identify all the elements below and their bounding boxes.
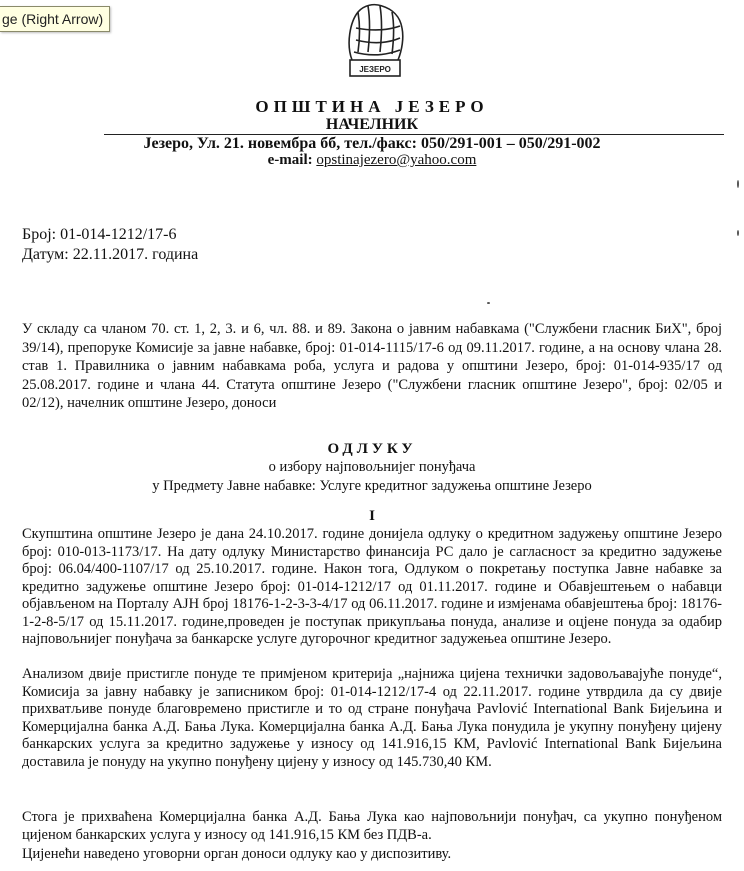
section-paragraph-1: Скупштина општине Језеро је дана 24.10.2017. године донијела одлуку о кредитном задужењу општине Језеро број: 010-013-1173/17. На дату одлуку Министарство финансија РС дало је сагласност за кредитно задужење број: 06.04/400-1107/17 од 25.10.2017. године. Након тога, Одлуком о покретању поступка Јавне набавке за кредитно задужење општине Језеро број: 01-014-1212/17 од 01.11.2017. године и Обавјештењем о набавци објављеном на Порталу АЈН број 18176-1-2-3-3-4/17 од 06.11.2017. године и измјенама обавјештења број: 18176-1-2-8-5/17 од 15.11.2017. године,проведен је поступак прикупљања понуда, анализе и оцјене понуда за одабир најповољнијег понуђача за банкарске услуге дугорочног кредитног задужењеа општине Језеро. xyxy=(22,526,722,647)
seal-text: ЈЕЗЕРО xyxy=(359,65,391,74)
municipality-seal xyxy=(338,0,412,92)
scan-speck xyxy=(737,230,739,236)
office-name: НАЧЕЛНИК xyxy=(325,116,419,133)
intro-paragraph: У складу са чланом 70. ст. 1, 2, 3. и 6, чл. 88. и 89. Закона о јавним набавкама ("Службени гласник БиХ", број 39/14), препоруке Комисије за јавне набавке, број: 01-014-1115/17-6 од 09.11.2017. године, а на основу члана 28. став 1. Правилника о јавним набавкама роба, услуга и радова у општини Језеро, број: 01-014-935/17 од 25.08.2017. године и члана 44. Статута општине Језеро ("Службени гласник општине Језеро", број: 02/05 и 02/12), начелник општине Језеро, доноси xyxy=(22,321,722,411)
decision-subject: у Предмету Јавне набавке: Услуге кредитног задужења општине Језеро xyxy=(152,478,592,494)
section-number: I xyxy=(369,508,375,524)
email-link[interactable]: opstinajezero@yahoo.com xyxy=(316,152,477,168)
section-paragraph-2: Анализом двије пристигле понуде те примјеном критерија „најнижа цијена технички задовољавајуће понуде“, Комисија за јавну набавку је записником број: 01-014-1212/17-4 од 22.11.2017. године утврдила да су двије прихватљиве понуде благовремено пристигле и то од стране понуђача Pavlović International Bank Бијељина и Комерцијална банка А.Д. Бања Лука. Комерцијална банка А.Д. Бања Лука понудила је укупну понуђену цијену банкарских услуга за кредитно задужење у износу од 141.916,15 КМ, Pavlović International Bank Бијељина доставила је понуду на укупно понуђену цијену у износу од 145.730,40 КМ. xyxy=(22,666,722,770)
document-number: Број: 01-014-1212/17-6 xyxy=(22,226,177,243)
section-paragraph-4: Цијенећи наведено уговорни орган доноси одлуку као у диспозитиву. xyxy=(22,846,452,862)
municipality-name: ОПШТИНА ЈЕЗЕРО xyxy=(255,97,489,116)
section-paragraph-3: Стога је прихваћена Комерцијална банка А.Д. Бања Лука као најповољнији понуђач, са укупно понуђеном цијеном банкарских услуга у износу од 141.916,15 КМ без ПДВ-а. xyxy=(22,809,722,843)
scan-speck xyxy=(737,180,739,188)
document-date: Датум: 22.11.2017. година xyxy=(22,246,199,263)
email-line xyxy=(0,152,744,169)
email-label: e-mail: xyxy=(267,152,317,168)
decision-title: ОДЛУКУ xyxy=(327,441,417,457)
address-line: Језеро, Ул. 21. новембра бб, тел./факс: 050/291-001 – 050/291-002 xyxy=(143,135,601,152)
scan-speck xyxy=(487,302,490,304)
decision-subtitle: о избору најповољнијег понуђача xyxy=(268,459,476,475)
tooltip: ge (Right Arrow) xyxy=(0,6,110,32)
